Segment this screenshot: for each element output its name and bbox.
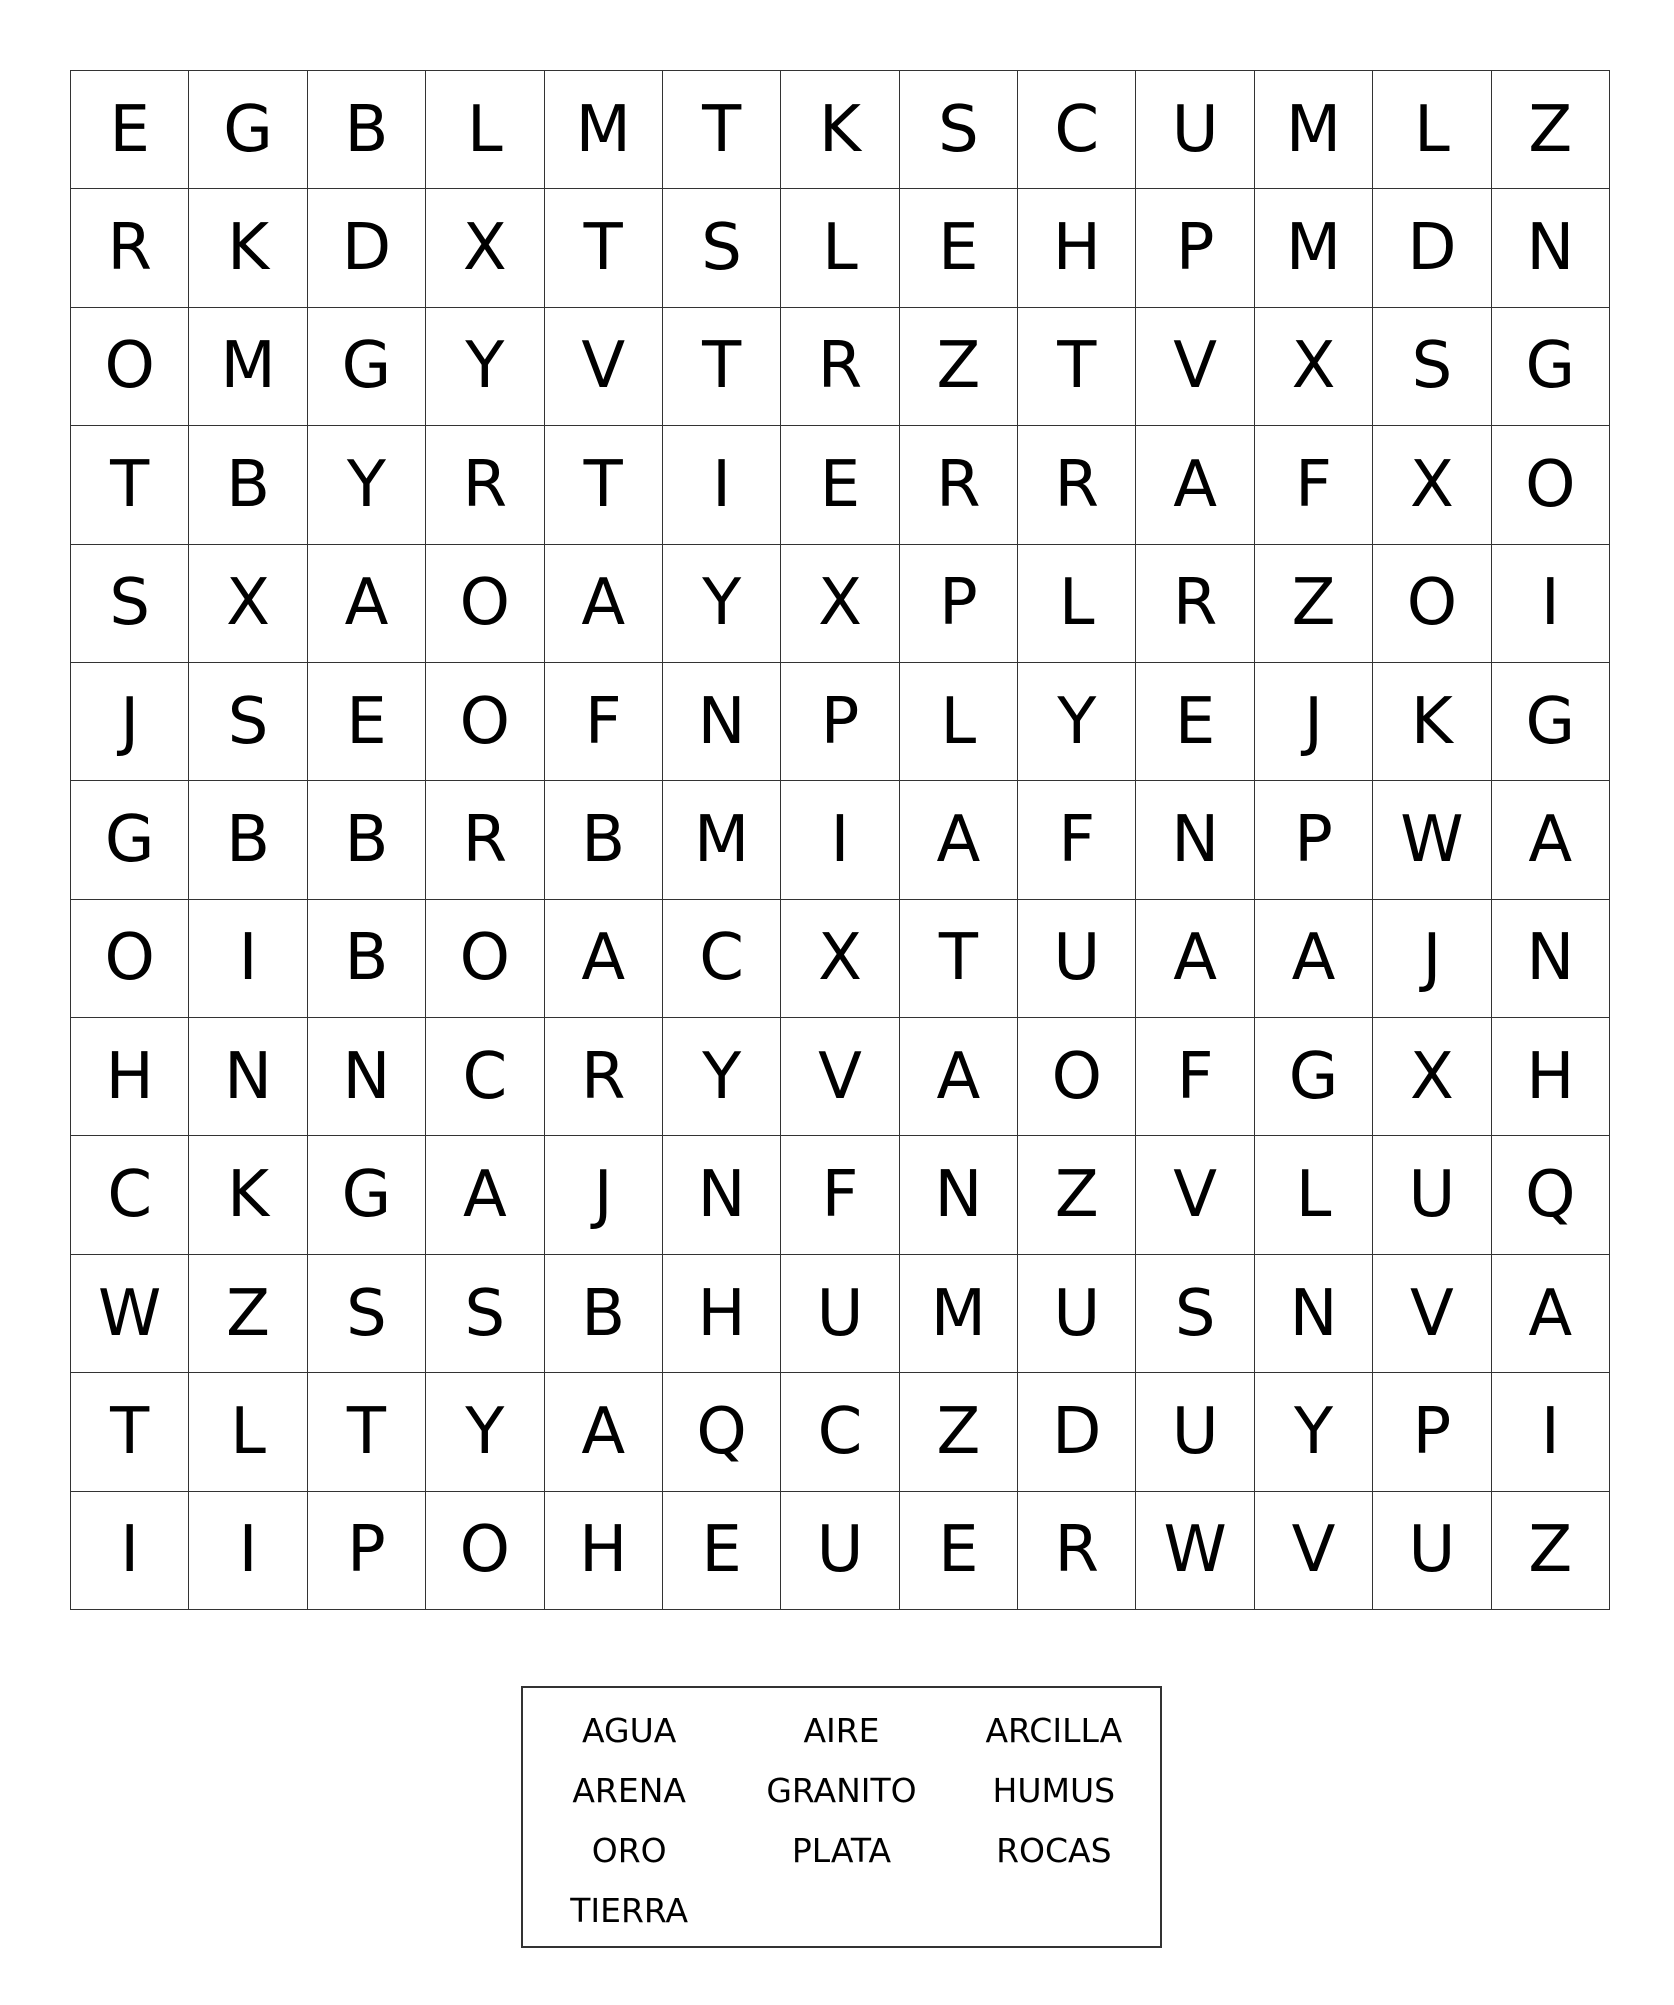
grid-cell[interactable]: L: [426, 71, 544, 189]
grid-cell[interactable]: U: [1018, 900, 1136, 1018]
grid-cell[interactable]: C: [71, 1136, 189, 1254]
grid-cell[interactable]: H: [1492, 1018, 1610, 1136]
grid-cell[interactable]: V: [1255, 1492, 1373, 1610]
grid-cell[interactable]: Z: [1492, 1492, 1610, 1610]
grid-cell[interactable]: L: [781, 189, 899, 307]
grid-cell[interactable]: U: [1136, 71, 1254, 189]
grid-cell[interactable]: M: [663, 781, 781, 899]
grid-cell[interactable]: X: [189, 545, 307, 663]
grid-cell[interactable]: F: [1018, 781, 1136, 899]
grid-cell[interactable]: Z: [1492, 71, 1610, 189]
grid-cell[interactable]: H: [71, 1018, 189, 1136]
grid-cell[interactable]: N: [1255, 1255, 1373, 1373]
grid-cell[interactable]: V: [1136, 1136, 1254, 1254]
grid-cell[interactable]: G: [308, 1136, 426, 1254]
grid-cell[interactable]: I: [781, 781, 899, 899]
word-list-item: AIRE: [803, 1710, 880, 1750]
word-list-item: ARCILLA: [985, 1710, 1123, 1750]
grid-cell[interactable]: M: [545, 71, 663, 189]
grid-cell[interactable]: S: [1373, 308, 1491, 426]
grid-cell[interactable]: B: [308, 900, 426, 1018]
grid-cell[interactable]: F: [545, 663, 663, 781]
grid-cell[interactable]: A: [308, 545, 426, 663]
grid-cell[interactable]: Q: [663, 1373, 781, 1491]
grid-cell[interactable]: I: [189, 900, 307, 1018]
grid-cell[interactable]: R: [426, 781, 544, 899]
grid-cell[interactable]: V: [781, 1018, 899, 1136]
grid-cell[interactable]: O: [426, 1492, 544, 1610]
grid-cell[interactable]: D: [1018, 1373, 1136, 1491]
grid-cell[interactable]: S: [308, 1255, 426, 1373]
grid-cell[interactable]: R: [781, 308, 899, 426]
grid-cell[interactable]: K: [1373, 663, 1491, 781]
grid-cell[interactable]: J: [1255, 663, 1373, 781]
grid-cell[interactable]: G: [71, 781, 189, 899]
grid-cell[interactable]: X: [781, 545, 899, 663]
grid-cell[interactable]: Y: [426, 1373, 544, 1491]
grid-cell[interactable]: H: [1018, 189, 1136, 307]
grid-cell[interactable]: U: [1018, 1255, 1136, 1373]
word-list-item: GRANITO: [766, 1770, 917, 1810]
grid-cell[interactable]: K: [189, 189, 307, 307]
grid-cell[interactable]: B: [189, 426, 307, 544]
grid-cell[interactable]: K: [189, 1136, 307, 1254]
grid-cell[interactable]: X: [1373, 1018, 1491, 1136]
grid-cell[interactable]: R: [426, 426, 544, 544]
letter-grid: [70, 70, 1610, 1610]
grid-cell[interactable]: M: [1255, 189, 1373, 307]
grid-cell[interactable]: E: [900, 1492, 1018, 1610]
grid-cell[interactable]: B: [545, 1255, 663, 1373]
grid-cell[interactable]: N: [663, 1136, 781, 1254]
grid-cell[interactable]: O: [426, 900, 544, 1018]
grid-cell[interactable]: I: [71, 1492, 189, 1610]
grid-cell[interactable]: N: [1492, 189, 1610, 307]
grid-cell[interactable]: S: [663, 189, 781, 307]
grid-cell[interactable]: M: [1255, 71, 1373, 189]
grid-cell[interactable]: C: [781, 1373, 899, 1491]
grid-cell[interactable]: U: [781, 1492, 899, 1610]
grid-cell[interactable]: T: [545, 189, 663, 307]
grid-cell[interactable]: X: [781, 900, 899, 1018]
grid-cell[interactable]: P: [1136, 189, 1254, 307]
grid-cell[interactable]: A: [1136, 426, 1254, 544]
grid-cell[interactable]: N: [1492, 900, 1610, 1018]
grid-cell[interactable]: Y: [663, 1018, 781, 1136]
grid-cell[interactable]: H: [545, 1492, 663, 1610]
grid-cell[interactable]: M: [189, 308, 307, 426]
grid-cell[interactable]: A: [900, 1018, 1018, 1136]
grid-cell[interactable]: I: [189, 1492, 307, 1610]
grid-cell[interactable]: F: [781, 1136, 899, 1254]
grid-cell[interactable]: O: [71, 308, 189, 426]
grid-cell[interactable]: A: [1136, 900, 1254, 1018]
grid-cell[interactable]: W: [1373, 781, 1491, 899]
grid-cell[interactable]: A: [426, 1136, 544, 1254]
grid-cell[interactable]: N: [900, 1136, 1018, 1254]
grid-cell[interactable]: R: [545, 1018, 663, 1136]
grid-cell[interactable]: A: [1255, 900, 1373, 1018]
grid-cell[interactable]: T: [545, 426, 663, 544]
grid-cell[interactable]: I: [1492, 545, 1610, 663]
grid-cell[interactable]: N: [308, 1018, 426, 1136]
grid-cell[interactable]: R: [1018, 1492, 1136, 1610]
grid-cell[interactable]: G: [308, 308, 426, 426]
grid-cell[interactable]: T: [71, 1373, 189, 1491]
grid-cell[interactable]: F: [1136, 1018, 1254, 1136]
word-list-item: HUMUS: [992, 1770, 1116, 1810]
grid-cell[interactable]: B: [545, 781, 663, 899]
grid-cell[interactable]: B: [308, 781, 426, 899]
grid-cell[interactable]: L: [189, 1373, 307, 1491]
grid-cell[interactable]: T: [1018, 308, 1136, 426]
grid-cell[interactable]: N: [1136, 781, 1254, 899]
grid-cell[interactable]: U: [1373, 1136, 1491, 1254]
grid-cell[interactable]: R: [1136, 545, 1254, 663]
word-list-item: ORO: [591, 1830, 667, 1870]
grid-cell[interactable]: O: [1492, 426, 1610, 544]
grid-cell[interactable]: O: [71, 900, 189, 1018]
grid-cell[interactable]: N: [189, 1018, 307, 1136]
grid-cell[interactable]: P: [900, 545, 1018, 663]
grid-cell[interactable]: Z: [189, 1255, 307, 1373]
word-list-item: PLATA: [791, 1830, 892, 1870]
grid-cell[interactable]: K: [781, 71, 899, 189]
grid-cell[interactable]: T: [663, 308, 781, 426]
grid-cell[interactable]: A: [1492, 781, 1610, 899]
grid-cell[interactable]: L: [1018, 545, 1136, 663]
grid-cell[interactable]: E: [663, 1492, 781, 1610]
word-list-item: TIERRA: [570, 1890, 689, 1930]
grid-cell[interactable]: G: [1492, 663, 1610, 781]
grid-cell[interactable]: T: [663, 71, 781, 189]
grid-cell[interactable]: A: [545, 1373, 663, 1491]
grid-cell[interactable]: G: [189, 71, 307, 189]
grid-cell[interactable]: D: [308, 189, 426, 307]
grid-cell[interactable]: B: [308, 71, 426, 189]
grid-cell[interactable]: E: [781, 426, 899, 544]
grid-cell[interactable]: H: [663, 1255, 781, 1373]
grid-cell[interactable]: A: [1492, 1255, 1610, 1373]
grid-cell[interactable]: T: [71, 426, 189, 544]
grid-cell[interactable]: G: [1492, 308, 1610, 426]
grid-cell[interactable]: Y: [426, 308, 544, 426]
grid-cell[interactable]: S: [71, 545, 189, 663]
grid-cell[interactable]: L: [1255, 1136, 1373, 1254]
grid-cell[interactable]: E: [1136, 663, 1254, 781]
grid-cell[interactable]: U: [781, 1255, 899, 1373]
grid-cell[interactable]: M: [900, 1255, 1018, 1373]
grid-cell[interactable]: O: [1018, 1018, 1136, 1136]
grid-cell[interactable]: X: [1255, 308, 1373, 426]
grid-cell[interactable]: P: [308, 1492, 426, 1610]
grid-cell[interactable]: E: [308, 663, 426, 781]
grid-cell[interactable]: A: [900, 781, 1018, 899]
grid-cell[interactable]: B: [189, 781, 307, 899]
grid-cell[interactable]: Q: [1492, 1136, 1610, 1254]
grid-cell[interactable]: G: [1255, 1018, 1373, 1136]
grid-cell[interactable]: I: [663, 426, 781, 544]
grid-cell[interactable]: T: [900, 900, 1018, 1018]
grid-cell[interactable]: Y: [1018, 663, 1136, 781]
grid-cell[interactable]: C: [1018, 71, 1136, 189]
grid-cell[interactable]: L: [900, 663, 1018, 781]
grid-cell[interactable]: Y: [308, 426, 426, 544]
grid-cell[interactable]: T: [308, 1373, 426, 1491]
grid-cell[interactable]: W: [1136, 1492, 1254, 1610]
grid-cell[interactable]: I: [1492, 1373, 1610, 1491]
grid-cell[interactable]: S: [189, 663, 307, 781]
grid-cell[interactable]: V: [545, 308, 663, 426]
grid-cell[interactable]: L: [1373, 71, 1491, 189]
grid-cell[interactable]: O: [426, 545, 544, 663]
grid-cell[interactable]: S: [1136, 1255, 1254, 1373]
grid-cell[interactable]: Z: [900, 1373, 1018, 1491]
grid-cell[interactable]: E: [900, 189, 1018, 307]
word-list-item: ARENA: [572, 1770, 686, 1810]
grid-cell[interactable]: Y: [663, 545, 781, 663]
grid-cell[interactable]: O: [426, 663, 544, 781]
grid-cell[interactable]: J: [71, 663, 189, 781]
grid-cell[interactable]: R: [1018, 426, 1136, 544]
grid-cell[interactable]: J: [545, 1136, 663, 1254]
grid-cell[interactable]: X: [1373, 426, 1491, 544]
grid-cell[interactable]: C: [663, 900, 781, 1018]
grid-cell[interactable]: P: [781, 663, 899, 781]
word-list-item: AGUA: [582, 1710, 677, 1750]
grid-cell[interactable]: A: [545, 900, 663, 1018]
grid-cell[interactable]: D: [1373, 189, 1491, 307]
grid-cell[interactable]: Z: [1018, 1136, 1136, 1254]
grid-cell[interactable]: U: [1373, 1492, 1491, 1610]
grid-cell[interactable]: W: [71, 1255, 189, 1373]
grid-cell[interactable]: P: [1373, 1373, 1491, 1491]
grid-cell[interactable]: S: [900, 71, 1018, 189]
word-list: [521, 1686, 1162, 1948]
grid-cell[interactable]: U: [1136, 1373, 1254, 1491]
word-list-item: ROCAS: [996, 1830, 1112, 1870]
grid-cell[interactable]: R: [71, 189, 189, 307]
grid-cell[interactable]: F: [1255, 426, 1373, 544]
grid-cell[interactable]: N: [663, 663, 781, 781]
grid-cell[interactable]: P: [1255, 781, 1373, 899]
grid-cell[interactable]: E: [71, 71, 189, 189]
grid-cell[interactable]: Z: [1255, 545, 1373, 663]
grid-cell[interactable]: R: [900, 426, 1018, 544]
grid-cell[interactable]: A: [545, 545, 663, 663]
grid-cell[interactable]: V: [1373, 1255, 1491, 1373]
grid-cell[interactable]: Y: [1255, 1373, 1373, 1491]
grid-cell[interactable]: Z: [900, 308, 1018, 426]
grid-cell[interactable]: S: [426, 1255, 544, 1373]
grid-cell[interactable]: V: [1136, 308, 1254, 426]
grid-cell[interactable]: X: [426, 189, 544, 307]
grid-cell[interactable]: C: [426, 1018, 544, 1136]
grid-cell[interactable]: O: [1373, 545, 1491, 663]
grid-cell[interactable]: J: [1373, 900, 1491, 1018]
